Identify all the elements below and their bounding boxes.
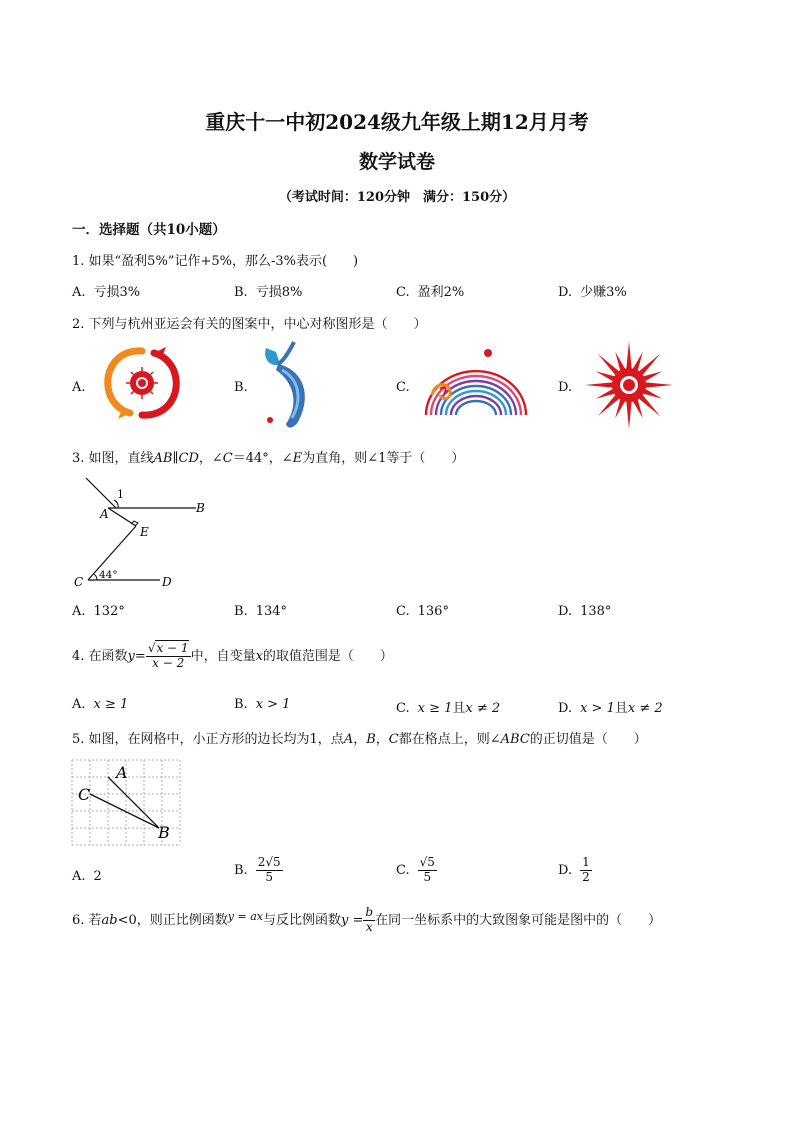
q2-option-d-label[interactable]: D. [558, 380, 573, 395]
q5-option-b[interactable] [234, 856, 283, 885]
option-text: 138° [580, 604, 612, 619]
option-denominator: 5 [423, 869, 432, 884]
q6-fn2-y: y = [341, 913, 364, 928]
option-text: 少赚3% [580, 285, 627, 300]
q5-abc: ABC [500, 732, 530, 747]
option-label: C. [396, 701, 410, 716]
option-text: x ≠ 2 [465, 701, 501, 716]
sun-ray [626, 341, 631, 369]
q5-text: 都在格点上，则∠ [398, 732, 501, 747]
option-label: D. [558, 285, 573, 300]
q6-text: 6. 若 [72, 913, 102, 928]
q3-text: ＝44°，∠ [232, 451, 293, 466]
option-label: B. [234, 604, 248, 619]
q5-b: B [366, 732, 376, 747]
q5-option-d[interactable] [558, 856, 592, 885]
q3-option-b[interactable] [234, 604, 287, 619]
q2-option-b-fish-logo[interactable] [252, 340, 322, 432]
q1-option-b[interactable] [234, 281, 302, 300]
option-label: B. [234, 285, 248, 300]
option-label: B. [234, 862, 248, 878]
exam-title: 重庆十一中初2024级九年级上期12月月考 [205, 110, 589, 134]
q6-text: 在同一坐标系中的大致图象可能是图中的（ ） [375, 913, 662, 928]
option-denominator: 5 [265, 869, 273, 884]
q5-text: 的正切值是（ ） [529, 732, 647, 747]
sun-ray [596, 371, 616, 381]
option-text: 2 [93, 869, 102, 884]
q3-cd: CD [178, 451, 199, 466]
option-label: A. [72, 604, 86, 619]
q2-option-b-label[interactable]: B. [234, 380, 248, 395]
sun-ray [626, 401, 631, 429]
option-label: C. [396, 285, 410, 300]
q4-numerator-text: x − 1 [156, 641, 189, 656]
q4-fraction-numerator: √x − 1 [147, 641, 189, 656]
q5-option-a[interactable] [72, 869, 102, 884]
option-text: 132° [93, 604, 125, 619]
q3-figure-parallel-lines [74, 474, 220, 594]
q3-parallel: ∥ [172, 451, 179, 466]
option-label: A. [72, 285, 86, 300]
q2-option-d-sun-logo[interactable] [582, 338, 676, 432]
q2-option-c-label[interactable]: C. [396, 380, 410, 395]
q5-grid-figure [72, 760, 184, 848]
q5-label-b: B [158, 823, 170, 842]
exam-note: （考试时间：120分钟 满分：150分） [278, 190, 516, 205]
q6-text: 与反比例函数 [262, 913, 341, 928]
q6-fraction-numerator: b [365, 905, 374, 920]
q6-fraction-denominator: x [365, 920, 373, 934]
option-label: B. [234, 697, 248, 712]
sun-ray [643, 371, 663, 381]
q3-label-c: C [74, 575, 84, 589]
q2-option-a-label[interactable]: A. [72, 380, 86, 395]
option-fraction [256, 856, 283, 885]
q4-fraction [146, 642, 191, 671]
sun-ray [598, 394, 620, 416]
q3-option-c[interactable] [396, 604, 449, 619]
sun-ray [585, 382, 613, 387]
q6-text: <0，则正比例函数 [117, 913, 228, 928]
option-text: x > 1 [580, 701, 615, 716]
q4-text: 的取值范围是（ ） [262, 649, 393, 664]
question-2-stem: 2. 下列与杭州亚运会有关的图案中，中心对称图形是（ ） [72, 317, 427, 332]
q3-label-b: B [196, 501, 205, 515]
sun-ray [633, 352, 643, 372]
sun-ray [615, 399, 625, 419]
sun-ray [643, 389, 663, 399]
q6-fn1: y = ax [227, 910, 263, 923]
q3-label-1: 1 [117, 488, 124, 501]
sun-ray [638, 354, 660, 376]
question-3-stem [72, 447, 464, 466]
option-text: 136° [417, 604, 449, 619]
exam-subtitle: 数学试卷 [358, 151, 435, 173]
question-6-stem [72, 899, 661, 939]
section-title: 一．选择题（共10小题） [72, 222, 226, 238]
option-text: 134° [255, 604, 288, 619]
q3-label-a: A [100, 507, 109, 521]
q6-ab: ab [101, 913, 118, 928]
sun-ray [598, 354, 620, 376]
q4-fn-y: y [127, 649, 135, 664]
q3-label-d: D [162, 575, 172, 589]
option-text: x ≥ 1 [417, 701, 453, 716]
option-denominator: 2 [582, 869, 590, 884]
question-4-stem [72, 640, 393, 674]
option-text: 盈利2% [417, 285, 465, 300]
option-label: A. [72, 869, 86, 884]
q4-option-d[interactable] [558, 697, 663, 716]
q3-option-a[interactable] [72, 604, 125, 619]
option-label: D. [558, 862, 573, 878]
option-text: 亏损8% [255, 285, 303, 300]
q5-sep: ， [375, 732, 389, 747]
question-1-stem: 1. 如果“盈利5%”记作+5%，那么-3%表示( ) [72, 254, 359, 269]
q5-c: C [388, 732, 399, 747]
q5-a: A [343, 732, 354, 747]
q4-option-a[interactable] [72, 697, 128, 712]
option-fraction [580, 856, 592, 885]
q4-fn-eq: = [134, 649, 146, 664]
q5-sep: ， [353, 732, 367, 747]
q4-fraction-denominator: x − 2 [152, 656, 185, 670]
option-text: x > 1 [255, 697, 291, 712]
option-numerator: √5 [419, 855, 435, 869]
q1-option-d[interactable] [558, 281, 627, 300]
option-numerator: 2√5 [257, 855, 281, 869]
sun-ray [596, 389, 616, 399]
q4-option-c[interactable] [396, 697, 500, 716]
option-label: C. [396, 862, 410, 878]
q1-option-c[interactable] [396, 281, 464, 300]
q3-ab: AB [153, 451, 173, 466]
option-label: A. [72, 697, 86, 712]
option-label: D. [558, 701, 573, 716]
option-text: 且 [452, 701, 466, 716]
q5-text: 5. 如图，在网格中，小正方形的边长均为1，点 [72, 732, 344, 747]
q3-text: 3. 如图，直线 [72, 451, 154, 466]
option-text: 且 [614, 701, 628, 716]
option-numerator: 1 [582, 855, 590, 869]
q5-option-c[interactable] [396, 856, 437, 885]
sun-ray [615, 352, 625, 372]
option-text: x ≠ 2 [627, 701, 663, 716]
q4-text: 中，自变量 [190, 649, 256, 664]
q4-text: 4. 在函数 [72, 649, 128, 664]
q3-label-e: E [140, 525, 149, 539]
sun-ray [633, 399, 643, 419]
q1-option-a[interactable] [72, 281, 140, 300]
question-5-stem [72, 728, 647, 747]
option-label: C. [396, 604, 410, 619]
option-label: D. [558, 604, 573, 619]
q3-c: C [222, 451, 233, 466]
q3-e: E [292, 451, 303, 466]
option-text: x ≥ 1 [93, 697, 129, 712]
q2-option-c-rainbow-logo[interactable] [418, 343, 532, 423]
q5-label-a: A [116, 763, 128, 782]
q3-text: ，∠ [198, 451, 223, 466]
q3-label-angle: 44° [99, 569, 118, 581]
q4-option-b[interactable] [234, 697, 290, 712]
q4-var-x: x [255, 649, 263, 664]
sun-ray [638, 394, 660, 416]
q3-option-d[interactable] [558, 604, 611, 619]
q6-fraction [363, 906, 375, 935]
q5-label-c: C [78, 785, 91, 804]
option-text: 亏损3% [93, 285, 141, 300]
sun-ray [645, 382, 673, 387]
q2-option-a-dragon-logo[interactable] [96, 343, 188, 423]
option-fraction [418, 856, 437, 885]
q3-text: 为直角，则∠1等于（ ） [302, 451, 465, 466]
